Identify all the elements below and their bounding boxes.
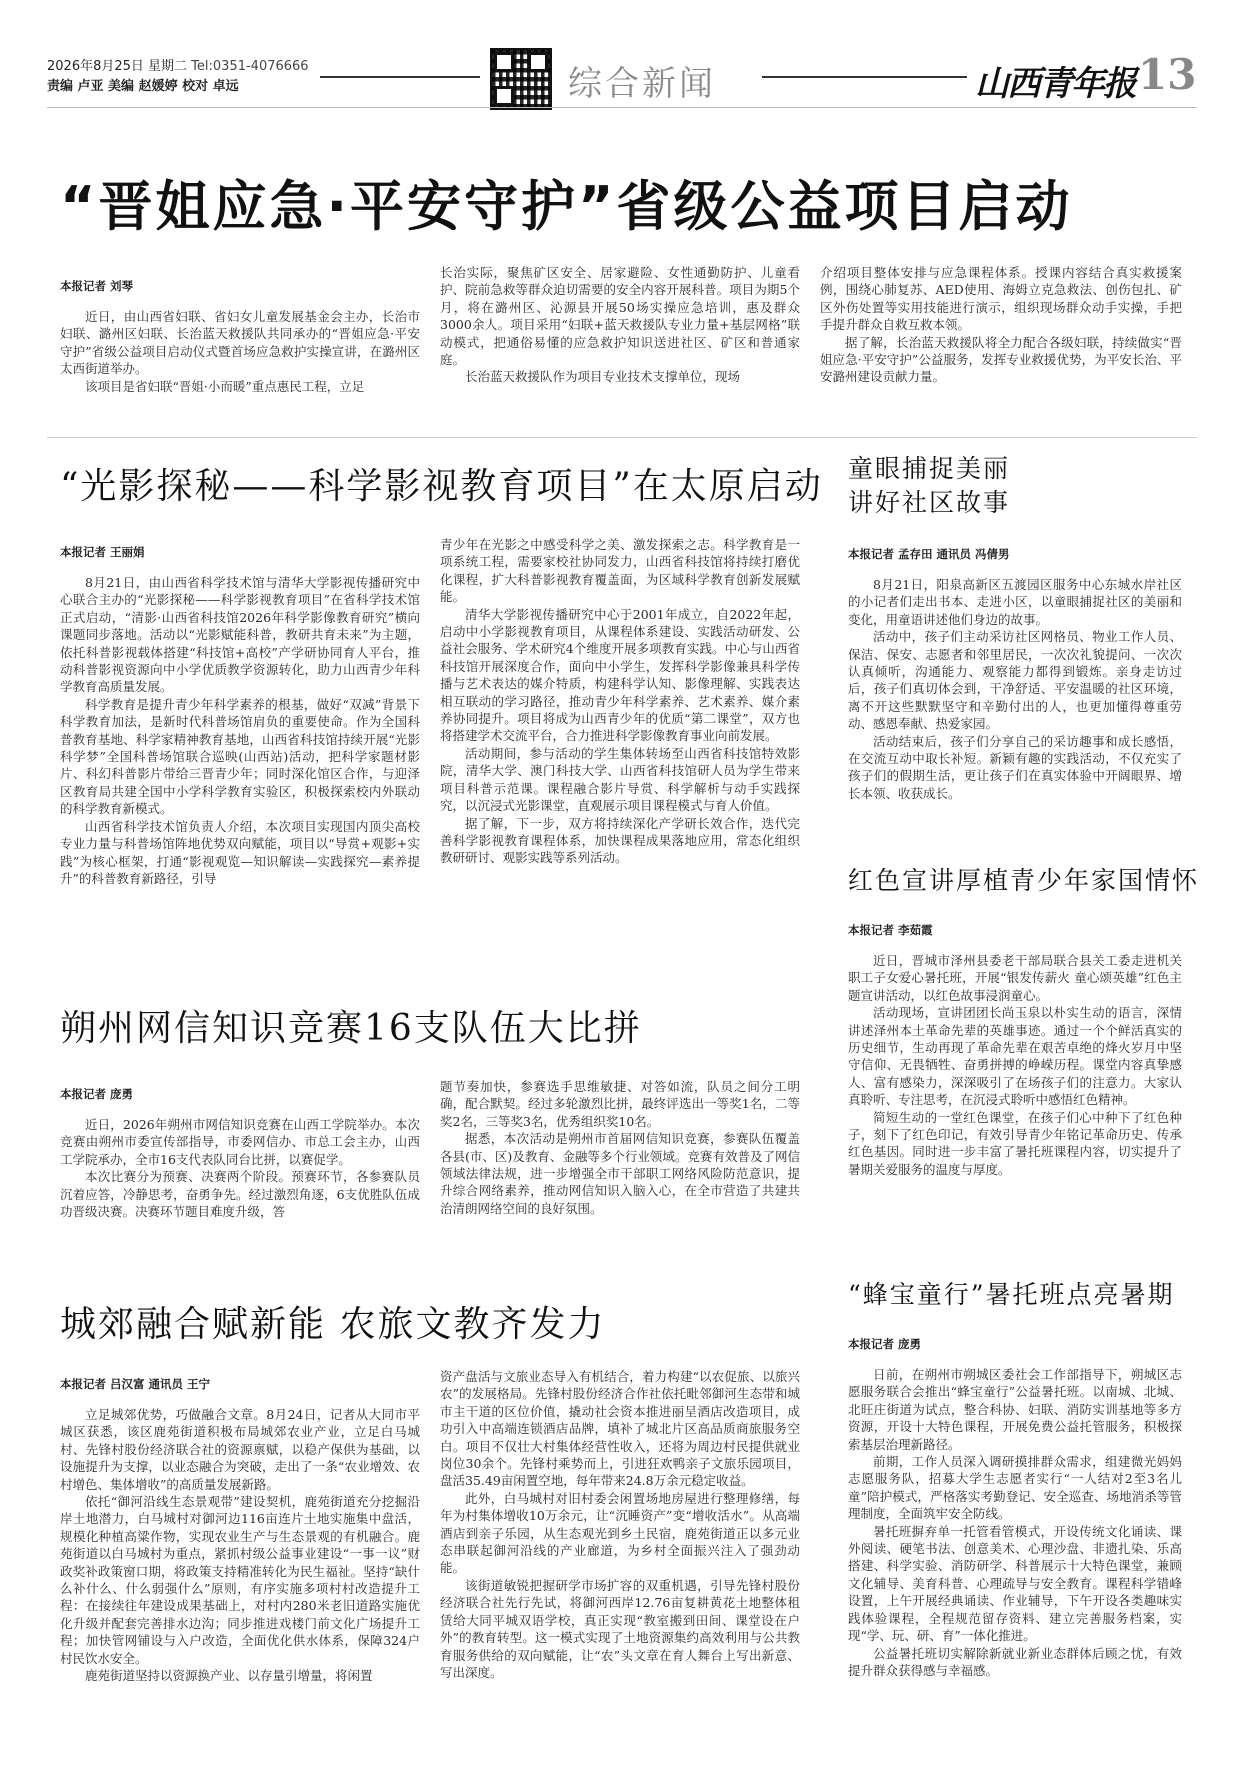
headline-a4: 城郊融合赋新能 农旅文教齐发力 bbox=[60, 1304, 606, 1345]
byline-a1-text: 本报记者 刘琴 bbox=[60, 279, 134, 293]
a7-column bbox=[848, 1366, 1182, 1746]
issue-date: 2026年8月25日 星期二 bbox=[47, 59, 188, 74]
byline-a7 bbox=[848, 1336, 921, 1352]
paragraph: 活动期间，参与活动的学生集体转场至山西省科技馆特效影院，清华大学、澳门科技大学、山西省科技馆研人员为学生带来项目科普示范课。课程融合影片导赏、科学解析与动手实践探究，以沉浸式光影课堂，直观展示项目课程模式与育人价值。 bbox=[440, 745, 800, 814]
headline-a7: “蜂宝童行”暑托班点亮暑期 bbox=[848, 1280, 1175, 1309]
a4-column-2 bbox=[440, 1368, 800, 1746]
byline-a3 bbox=[60, 1086, 133, 1102]
paragraph: 近日，由山西省妇联、省妇女儿童发展基金会主办，长治市妇联、潞州区妇联、长治蓝天救援队共同承办的“晋姐应急·平安守护”省级公益项目启动仪式暨首场应急救护实操宣讲，在潞州区太西街道举办。 bbox=[60, 309, 420, 377]
a4-column-1 bbox=[60, 1406, 420, 1746]
paragraph: 活动中，孩子们主动采访社区网格员、物业工作人员、保洁、保安、志愿者和邻里居民，一次次礼貌提问、一次次认真倾听，沟通能力、观察能力都得到锻炼。亲身走访过后，孩子们真切体会到，干净舒适、平安温暖的社区环境，离不开这些默默坚守和辛勤付出的人，也更加懂得尊重劳动、感恩奉献、热爱家园。 bbox=[848, 629, 1182, 732]
paragraph: 活动现场，宣讲团团长尚玉泉以朴实生动的语言，深情讲述泽州本土革命先辈的英雄事迹。通过一个个鲜活真实的历史细节，生动再现了革命先辈在艰苦卓绝的烽火岁月中坚守信仰、无畏牺牲、奋勇拼搏的峥嵘历程。课堂内容真挚感人、富有感染力，深深吸引了在场孩子们的注意力。大家认真聆听、专注思考，在沉浸式聆听中感悟红色精神。 bbox=[848, 1005, 1182, 1108]
paragraph: 近日，2026年朔州市网信知识竞赛在山西工学院举办。本次竞赛由朔州市委宣传部指导，市委网信办、市总工会主办，山西工学院承办，全市16支代表队同台比拼，以赛促学。 bbox=[60, 1117, 420, 1167]
a3-column-1 bbox=[60, 1116, 420, 1276]
byline-a6-text: 本报记者 李茹霞 bbox=[848, 923, 933, 937]
newspaper-masthead: 山西青年报 bbox=[975, 64, 1135, 104]
qr-code-icon bbox=[490, 48, 552, 110]
paragraph: 鹿苑街道坚持以资源换产业、以存量引增量，将闲置 bbox=[85, 1668, 373, 1684]
paragraph: 资产盘活与文旅业态导入有机结合，着力构建“以农促旅、以旅兴农”的发展格局。先锋村股份经济合作社依托毗邻御河生态带和城市主干道的区位价值，撬动社会资本推进丽呈酒店改造项目，成功引入中高端连锁酒店品牌，填补了城北片区高品质商旅服务空白。项目不仅壮大村集体经营性收入，还将为周边村民提供就业岗位30余个。先锋村乘势而上，引进狂欢鸭亲子文旅乐园项目，盘活35.49亩闲置空地，每年带来24.8万余元稳定收益。 bbox=[440, 1369, 800, 1489]
paragraph: 本次比赛分为预赛、决赛两个阶段。预赛环节，各参赛队员沉着应答，冷静思考，奋勇争先。经过激烈角逐，6支优胜队伍成功晋级决赛。决赛环节题目难度升级，答 bbox=[60, 1169, 420, 1220]
divider-a1 bbox=[47, 437, 1197, 438]
paragraph: 据悉，本次活动是朔州市首届网信知识竞赛，参赛队伍覆盖各县(市、区)及教育、金融等多个行业领域。竞赛有效普及了网信领域法律法规，进一步增强全市干部职工网络风险防范意识，提升综合网络素养，推动网信知识入脑入心，在全市营造了共建共治清朗网络空间的良好氛围。 bbox=[440, 1131, 800, 1216]
a1-column-1 bbox=[60, 308, 420, 418]
paragraph: 8月21日，由山西省科学技术馆与清华大学影视传播研究中心联合主办的“光影探秘——科学影视教育项目”在省科学技术馆正式启动，“清影·山西省科技馆2026年科学影像教育研究”横向课题同步落地。活动以“光影赋能科普，教研共育未来”为主题，依托科普影视载体搭建“科技馆+高校”产学研协同育人平台，推动科普影视资源向中小学优质教学资源转化，助力山西青少年科学教育高质量发展。 bbox=[60, 575, 420, 695]
page-number: 13 bbox=[1138, 50, 1197, 99]
paragraph: 依托“御河沿线生态景观带”建设契机，鹿苑街道充分挖掘沿岸土地潜力，白马城村对御河边116亩连片土地实施集中盘活，规模化种植高粱作物，实现农业生产与生态景观的有机融合。鹿苑街道以白马城村为重点，紧抓村级公益事业建设“一事一议”财政奖补政策窗口期，将政策支持精准转化为民生福祉。坚持“缺什么补什么、什么弱强什么”原则，有序实施多项村村改造提升工程：在接续往年建设成果基础上，对村内280米老旧道路实施优化升级并配套完善排水边沟；同步推进戏楼门前文化广场提升工程；加快管网铺设与入户改造，全面优化供水体系，保障324户村民饮水安全。 bbox=[60, 1494, 420, 1666]
paragraph: 简短生动的一堂红色课堂，在孩子们心中种下了红色种子，刻下了红色印记，有效引导青少年铭记革命历史、传承红色基因。同时进一步丰富了暑托班课程内容，切实提升了暑期关爱服务的温度与厚度。 bbox=[848, 1109, 1182, 1177]
byline-a5 bbox=[848, 546, 1010, 562]
paragraph: 暑托班摒弃单一托管看管模式，开设传统文化诵读、课外阅读、硬笔书法、创意美术、心理沙盘、非遗扎染、乐高搭建、科学实验、消防研学、科普展示十大特色课堂，兼顾文化辅导、美育科普、心理疏导与安全教育。课程科学错峰设置，上午开展经典诵读、作业辅导，下午开设各类趣味实践体验课程，全程规范留存资料、建立完善服务档案，实现“学、玩、研、育”一体化推进。 bbox=[848, 1523, 1182, 1644]
paragraph: 该项目是省妇联“晋姐·小而暖”重点惠民工程，立足 bbox=[85, 378, 365, 394]
byline-a4-text: 本报记者 吕汉富 通讯员 王宁 bbox=[60, 1377, 211, 1391]
byline-a2-text: 本报记者 王丽娟 bbox=[60, 545, 145, 559]
headline-a5: 童眼捕捉美丽 讲好社区故事 bbox=[848, 454, 1011, 517]
paragraph: 8月21日，阳泉高新区五渡园区服务中心东城水岸社区的小记者们走出书本、走进小区，以童眼捕捉社区的美丽和变化，用童语讲述他们身边的故事。 bbox=[848, 577, 1182, 627]
paragraph: 清华大学影视传播研究中心于2001年成立，自2022年起，启动中小学影视教育项目，从课程体系建设、实践活动研发、公益社会服务、学术研究4个维度开展多项教育实践。中心与山西省科技馆开展深度合作，面向中小学生，发挥科学影像兼具科学传播与艺术表达的媒介特质，构建科学认知、影像理解、实践表达相互联动的学习路径，推动青少年科学素养、艺术素养、媒介素养协同提升。项目将成为山西青少年的优质“第二课堂”，双方也将搭建学术交流平台，合力推进科学影像教育事业向前发展。 bbox=[440, 606, 800, 744]
a2-column-1 bbox=[60, 574, 420, 964]
headline-main: “晋姐应急·平安守护”省级公益项目启动 bbox=[60, 175, 1073, 238]
paragraph: 前期，工作人员深入调研摸排群众需求，组建微光妈妈志愿服务队，招募大学生志愿者实行“一人结对2至3名儿童”陪护模式，严格落实考勤登记、安全巡查、场地消杀等管理制度，全面筑牢安全防线。 bbox=[848, 1454, 1182, 1522]
paragraph: 长治蓝天救援队作为项目专业技术支撑单位，现场 bbox=[465, 369, 741, 385]
paragraph: 立足城郊优势，巧做融合文章。8月24日，记者从大同市平城区获悉，该区鹿苑街道积极布局城郊农业产业，立足白马城村、先锋村股份经济联合社的资源禀赋，以稳产保供为基础，以设施提升为支撑，以业态融合为突破，走出了一条“农业增效、农村增色、集体增收”的高质量发展新路。 bbox=[60, 1407, 420, 1492]
headline-a2: “光影探秘——科学影视教育项目”在太原启动 bbox=[60, 466, 823, 507]
editors-credit bbox=[47, 78, 239, 95]
byline-a3-text: 本报记者 庞勇 bbox=[60, 1087, 134, 1101]
header-rule-left bbox=[320, 76, 480, 78]
paragraph: 题节奏加快，参赛选手思维敏捷、对答如流，队员之间分工明确，配合默契。经过多轮激烈比拼，最终评选出一等奖1名，二等奖2名，三等奖3名，优秀组织奖10名。 bbox=[440, 1079, 800, 1129]
header-rule-right bbox=[762, 76, 967, 78]
paragraph: 科学教育是提升青少年科学素养的根基，做好“双减”背景下科学教育加法，是新时代科普场馆肩负的重要使命。作为全国科普教育基地、科学家精神教育基地，山西省科技馆持续开展“光影科学梦”全国科普场馆联合巡映(山西站)活动，把科学家题材影片、科幻科普影片带给三晋青少年；同时深化馆区合作，与迎泽区教育局共建全国中小学科学教育实验区，积极探索校内外联动的科学教育新模式。 bbox=[60, 696, 420, 817]
paragraph: 此外，白马城村对旧村委会闲置场地房屋进行整理修缮，每年为村集体增收10万余元，让“沉睡资产”变“增收活水”。从高端酒店到亲子乐园，从生态观光到乡土民宿，鹿苑街道正以多元业态串联起御河沿线的产业廊道，为乡村全面振兴注入了强劲动能。 bbox=[440, 1490, 800, 1576]
byline-a2 bbox=[60, 544, 145, 560]
paragraph: 活动结束后，孩子们分享自己的采访趣事和成长感悟，在交流互动中取长补短。新颖有趣的实践活动，不仅充实了孩子们的假期生活，更让孩子们在真实体验中开阔眼界、增长本领、收获成长。 bbox=[848, 733, 1182, 801]
paragraph: 近日，晋城市泽州县委老干部局联合县关工委走进机关职工子女爱心暑托班，开展“银发传薪火 童心颂英雄”红色主题宣讲活动，以红色故事浸润童心。 bbox=[848, 953, 1182, 1003]
byline-a5-text: 本报记者 孟存田 通讯员 冯倩男 bbox=[848, 547, 1010, 561]
byline-a6 bbox=[848, 922, 933, 938]
phone-number: Tel:0351-4076666 bbox=[191, 59, 309, 74]
section-name: 综合新闻 bbox=[568, 64, 716, 104]
header-date-line bbox=[47, 58, 309, 75]
byline-a7-text: 本报记者 庞勇 bbox=[848, 1337, 922, 1351]
paragraph: 公益暑托班切实解除新就业新业态群体后顾之忧，有效提升群众获得感与幸福感。 bbox=[848, 1645, 1182, 1678]
paragraph: 介绍项目整体安排与应急课程体系。授课内容结合真实救援案例，围绕心肺复苏、AED使用、海姆立克急救法、创伤包扎、矿区外伤处置等实用技能进行演示，组织现场群众动手实操，手把手提升群众自救互救本领。 bbox=[820, 265, 1182, 333]
paragraph: 长治实际，聚焦矿区安全、居家避险、女性通勤防护、儿童看护、院前急救等群众迫切需要的安全内容开展科普。项目为期5个月，将在潞州区、沁源县开展50场实操应急培训，惠及群众3000余人。项目采用“妇联+蓝天救援队专业力量+基层网格”联动模式，把通俗易懂的应急救护知识送进社区、矿区和普通家庭。 bbox=[440, 265, 800, 368]
paragraph: 该街道敏锐把握研学市场扩容的双重机遇，引导先锋村股份经济联合社先行先试，将御河西岸12.76亩复耕黄花土地整体租赁给大同平城双语学校，真正实现“教室搬到田间、课堂设在户外”的教育转型。这一模式实现了土地资源集约高效利用与公共教育服务供给的双向赋能，让“农”头文章在育人舞台上写出新意、写出深度。 bbox=[440, 1577, 800, 1680]
byline-a4 bbox=[60, 1376, 210, 1392]
a5-column bbox=[848, 576, 1182, 824]
paragraph: 山西省科学技术馆负责人介绍，本次项目实现国内顶尖高校专业力量与科普场馆阵地优势双向赋能，项目以“导赏+观影+实践”为核心框架，打通“影视观览—知识解读—实践探究—素养提升”的科普教育新路径，引导 bbox=[60, 818, 420, 886]
headline-a3: 朔州网信知识竞赛16支队伍大比拼 bbox=[60, 1008, 642, 1049]
paragraph: 据了解，长治蓝天救援队将全力配合各级妇联，持续做实“晋姐应急·平安守护”公益服务，发挥专业救援优势，为平安长治、平安潞州建设贡献力量。 bbox=[820, 334, 1182, 385]
paragraph: 青少年在光影之中感受科学之美、激发探索之志。科学教育是一项系统工程，需要家校社协同发力，山西省科技馆将持续打磨优化课程，扩大科普影视教育覆盖面，为区域科学教育创新发展赋能。 bbox=[440, 537, 800, 605]
a6-column bbox=[848, 952, 1182, 1272]
a1-column-3 bbox=[820, 264, 1182, 418]
paragraph: 日前，在朔州市朔城区委社会工作部指导下，朔城区志愿服务联合会推出“蜂宝童行”公益暑托班。以南城、北城、北旺庄街道为试点，整合科协、妇联、消防实训基地等多方资源，开设十大特色课程，开展免费公益托管服务，积极探索基层治理新路径。 bbox=[848, 1367, 1182, 1452]
header-bottom-rule bbox=[47, 107, 1197, 108]
editors-line: 责编 卢亚 美编 赵媛婷 校对 卓远 bbox=[47, 79, 239, 94]
a1-column-2 bbox=[440, 264, 800, 418]
paragraph: 据了解，下一步，双方将持续深化产学研长效合作，迭代完善科学影视教育课程体系，加快课程成果落地应用，常态化组织教研研讨、观影实践等系列活动。 bbox=[440, 815, 800, 866]
a2-column-2 bbox=[440, 536, 800, 964]
headline-a6: 红色宣讲厚植青少年家国情怀 bbox=[848, 866, 1200, 895]
byline-a1 bbox=[60, 278, 133, 294]
a3-column-2 bbox=[440, 1078, 800, 1276]
